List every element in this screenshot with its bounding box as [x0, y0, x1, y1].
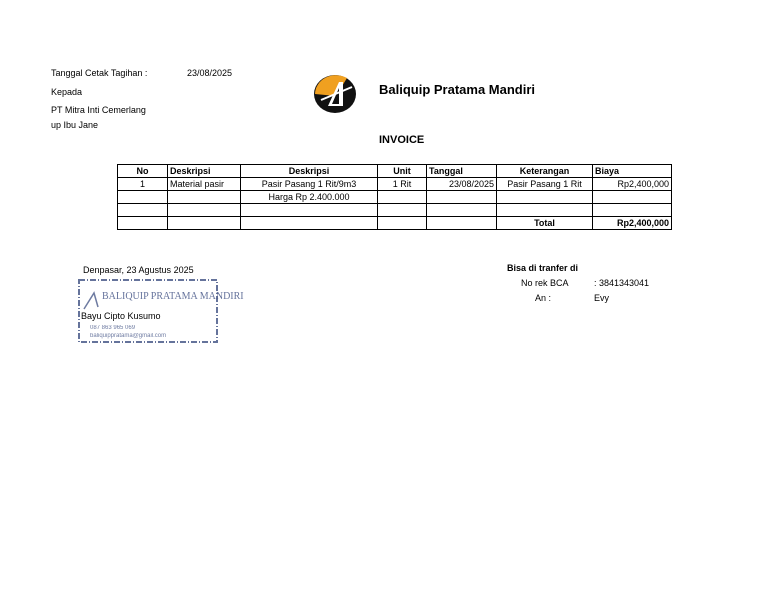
table-header-row: [118, 165, 672, 178]
place-date: Denpasar, 23 Agustus 2025: [83, 265, 194, 275]
table-row: [118, 178, 672, 191]
cell-deskripsi: [168, 191, 241, 204]
document-title: INVOICE: [379, 134, 425, 146]
cell-biaya: [593, 204, 672, 217]
cell-deskripsi: [168, 217, 241, 230]
recipient-company: PT Mitra Inti Cemerlang: [51, 105, 146, 115]
cell-deskripsi: Material pasir: [168, 178, 241, 191]
cell-tanggal: [427, 204, 497, 217]
table-row: [118, 217, 672, 230]
cell-biaya: [593, 191, 672, 204]
stamp-email-text: baliquippratama@gmail.com: [90, 333, 167, 339]
company-name: Baliquip Pratama Mandiri: [379, 82, 536, 97]
cell-no: [118, 204, 168, 217]
cell-keterangan: [497, 204, 593, 217]
header-deskripsi-detail: Deskripsi: [241, 165, 378, 178]
cell-unit: 1 Rit: [378, 178, 427, 191]
cell-deskripsi-detail: [241, 204, 378, 217]
cell-unit: [378, 217, 427, 230]
account-value: : 3841343041: [594, 278, 650, 288]
cell-no: [118, 217, 168, 230]
transfer-title: Bisa di tranfer di: [507, 263, 579, 273]
header-no: No: [118, 165, 168, 178]
cell-deskripsi-detail: Harga Rp 2.400.000: [241, 191, 378, 204]
cell-no: [118, 191, 168, 204]
cell-keterangan: [497, 191, 593, 204]
cell-tanggal: [427, 217, 497, 230]
company-logo: [312, 70, 358, 114]
header-tanggal: Tanggal: [427, 165, 497, 178]
recipient-attention: up Ibu Jane: [51, 120, 99, 130]
cell-deskripsi-detail: [241, 217, 378, 230]
header-keterangan: Keterangan: [497, 165, 593, 178]
to-label: Kepada: [51, 87, 83, 97]
invoice-table: [117, 164, 672, 230]
cell-tanggal: [427, 191, 497, 204]
cell-keterangan: Pasir Pasang 1 Rit: [497, 178, 593, 191]
header-deskripsi: Deskripsi: [168, 165, 241, 178]
total-label: Total: [497, 217, 593, 230]
cell-no: 1: [118, 178, 168, 191]
cell-tanggal: 23/08/2025: [427, 178, 497, 191]
holder-value: Evy: [594, 293, 610, 303]
print-date-label: Tanggal Cetak Tagihan :: [51, 68, 148, 78]
holder-label: An :: [535, 293, 552, 303]
header-biaya: Biaya: [593, 165, 672, 178]
total-value: Rp2,400,000: [593, 217, 672, 230]
account-label: No rek BCA: [521, 278, 569, 288]
cell-deskripsi: [168, 204, 241, 217]
header-unit: Unit: [378, 165, 427, 178]
cell-unit: [378, 191, 427, 204]
table-row: [118, 191, 672, 204]
table-row: [118, 204, 672, 217]
cell-deskripsi-detail: Pasir Pasang 1 Rit/9m3: [241, 178, 378, 191]
stamp-phone-text: 087 863 965 069: [90, 325, 136, 331]
print-date-value: 23/08/2025: [187, 68, 233, 78]
signer-name: Bayu Cipto Kusumo: [81, 311, 161, 321]
stamp-company-text: BALIQUIP PRATAMA MANDIRI: [102, 291, 244, 302]
cell-unit: [378, 204, 427, 217]
cell-biaya: Rp2,400,000: [593, 178, 672, 191]
